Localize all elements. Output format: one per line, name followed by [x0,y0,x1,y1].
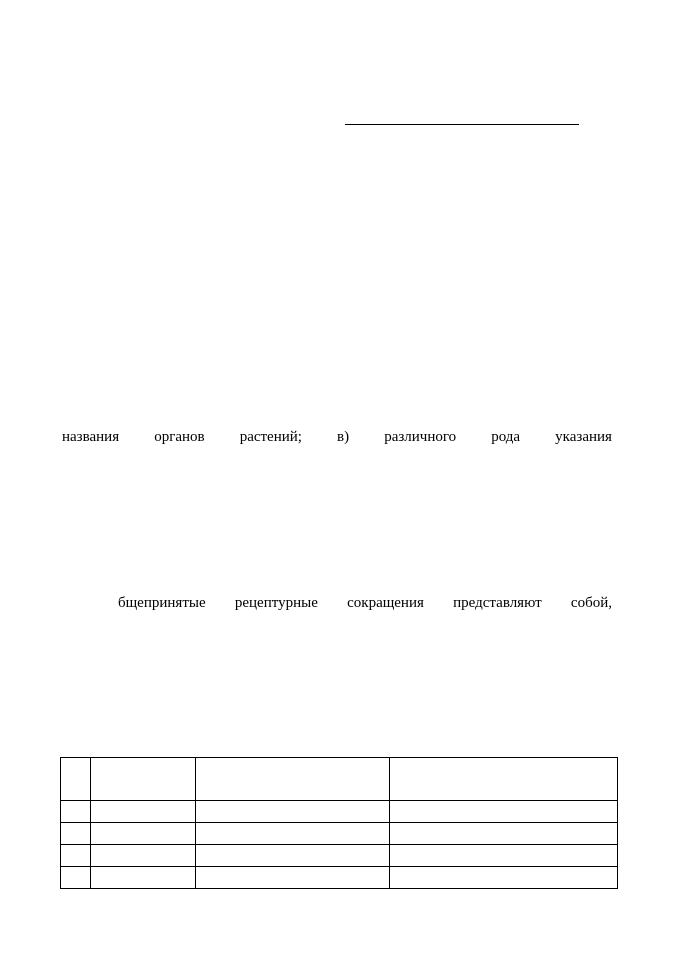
word: рецептурные [234,595,318,611]
table-cell [91,823,196,845]
table-cell [91,845,196,867]
text-line-2 [118,594,612,612]
table-header-cell [61,758,91,801]
word: сокращения [347,595,424,611]
table-cell [390,867,618,889]
table-cell [390,801,618,823]
table-header-cell [196,758,390,801]
table-cell [196,867,390,889]
table-row [61,845,618,867]
table-cell [61,823,91,845]
table-cell [196,845,390,867]
text-line-1 [62,428,612,446]
table-header-row [61,758,618,801]
table-cell [390,845,618,867]
word: органов [154,429,205,445]
table-row [61,801,618,823]
word: бщепринятые [118,595,206,611]
word: различного [384,429,457,445]
word: собой, [570,595,612,611]
word: растений; [239,429,302,445]
table-cell [390,823,618,845]
table-cell [91,867,196,889]
signature-line [345,124,579,125]
table-cell [61,867,91,889]
word: названия [62,429,120,445]
word: рода [491,429,521,445]
table-cell [61,801,91,823]
table-row [61,867,618,889]
word: указания [555,429,612,445]
table-cell [196,801,390,823]
table-cell [196,823,390,845]
table-cell [91,801,196,823]
word: представляют [453,595,542,611]
table-cell [61,845,91,867]
table-header-cell [390,758,618,801]
empty-table [60,757,618,889]
table-header-cell [91,758,196,801]
table-row [61,823,618,845]
word: в) [337,429,350,445]
